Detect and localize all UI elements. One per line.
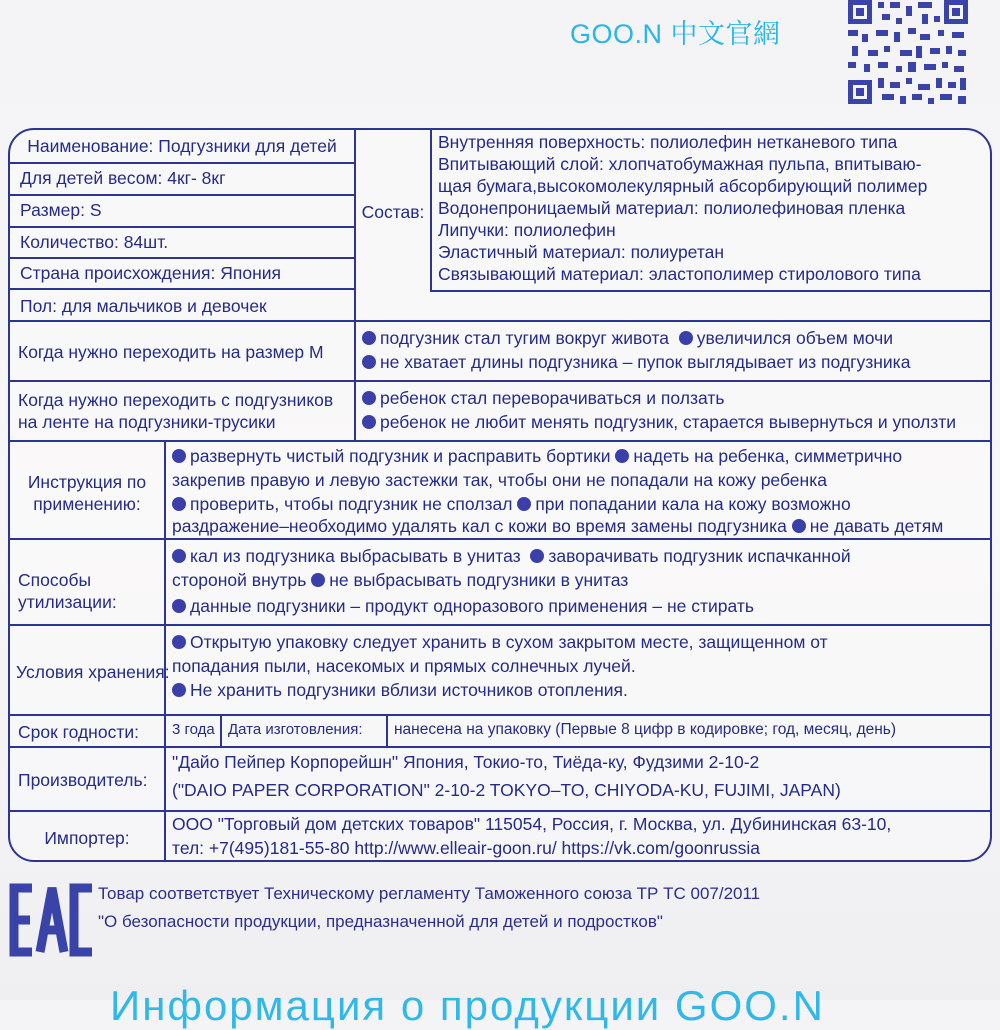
divider (10, 440, 990, 442)
bullet-icon (172, 599, 186, 613)
instructions-label: Инструкция по (27, 472, 147, 492)
divider (10, 538, 990, 540)
importer-line: тел: +7(495)181-55-80 http://www.elleair-goon.ru/ https://vk.com/goonrussia (172, 838, 760, 858)
composition-line: Водонепроницаемый материал: полиолефиновая пленка (438, 198, 906, 218)
bullet-icon (362, 355, 376, 369)
disposal-line: кал из подгузника выбрасывать в унитаз заворачивать подгузник испачканной (172, 546, 851, 566)
manufacturer-line: ("DAIO PAPER CORPORATION" 2-10-2 TOKYO–TO, CHIYODA-KU, FUJIMI, JAPAN) (172, 780, 841, 800)
origin-row: Страна происхождения: Япония (20, 263, 281, 283)
instructions-label: применению: (33, 494, 141, 514)
bullet-icon (311, 573, 325, 587)
composition-line: Впитывающий слой: хлопчатобумажная пульпа, впитываю- (438, 154, 922, 174)
divider (430, 130, 432, 292)
size-m-line: не хватает длины подгузника – пупок выглядывает из подгузника (362, 352, 910, 372)
bullet-icon (172, 683, 186, 697)
size-m-label: Когда нужно переходить на размер М (18, 342, 324, 362)
bullet-icon (792, 519, 806, 533)
manufacturer-line: "Дайо Пейпер Корпорейшн" Япония, Токио-то, Тиёда-ку, Фудзими 2-10-2 (172, 752, 760, 772)
manufacture-date-label: Дата изготовления: (228, 721, 363, 738)
divider (10, 624, 990, 626)
composition-line: Внутренняя поверхность: полиолефин нетканевого типа (438, 132, 898, 152)
composition-line: щая бумага,высокомолекулярный абсорбирующий полимер (438, 176, 928, 196)
size-row: Размер: S (20, 200, 102, 220)
gender-row: Пол: для мальчиков и девочек (20, 296, 267, 316)
composition-line: Связывающий материал: эластополимер стиролового типа (438, 264, 921, 284)
instructions-line: проверить, чтобы подгузник не сползал при попадании кала на кожу возможно (172, 494, 851, 514)
eac-mark-icon (8, 880, 98, 960)
bullet-icon (172, 635, 186, 649)
name-row: Наименование: Подгузники для детей (27, 136, 337, 156)
qr-code-icon (848, 0, 970, 108)
divider (10, 162, 354, 164)
divider (10, 194, 354, 196)
pants-line: ребенок не любит менять подгузник, старается вывернуться и уползти (362, 412, 956, 432)
bullet-icon (615, 449, 629, 463)
importer-line: ООО "Торговый дом детских товаров" 115054, Россия, г. Москва, ул. Дубининская 63-10, (172, 814, 892, 834)
shelf-life-value: 3 года (172, 721, 215, 738)
quantity-row: Количество: 84шт. (20, 232, 169, 252)
divider (354, 130, 356, 320)
disposal-label: Способы (18, 570, 92, 590)
bullet-icon (362, 391, 376, 405)
importer-label: Импортер: (44, 828, 130, 848)
storage-label: Условия хранения: (16, 662, 170, 682)
manufacture-date-value: нанесена на упаковку (Первые 8 цифр в кодировке; год, месяц, день) (394, 721, 897, 738)
composition-line: Липучки: полиолефин (438, 220, 616, 240)
storage-line: Открытую упаковку следует хранить в сухом закрытом месте, защищенном от (172, 632, 828, 652)
bullet-icon (362, 331, 376, 345)
divider (386, 714, 388, 746)
footer-regulation-line: Товар соответствует Техническому регламенту Таможенного союза ТР ТС 007/2011 (98, 884, 761, 903)
pants-label: Когда нужно переходить с подгузников (18, 390, 334, 410)
composition-line: Эластичный материал: полиуретан (438, 242, 725, 262)
weight-row: Для детей весом: 4кг- 8кг (20, 168, 226, 188)
instructions-line: закрепив правую и левую застежки так, чтобы они не попадали на кожу ребенка (172, 470, 827, 490)
divider (10, 226, 354, 228)
divider (10, 288, 354, 290)
bullet-icon (172, 549, 186, 563)
size-m-line: подгузник стал тугим вокруг живота увеличился объем мочи (362, 328, 893, 348)
divider (10, 380, 990, 382)
bullet-icon (172, 497, 186, 511)
divider (10, 320, 990, 322)
divider (430, 290, 990, 292)
disposal-line: данные подгузники – продукт одноразового применения – не стирать (172, 596, 754, 616)
bullet-icon (172, 449, 186, 463)
pants-line: ребенок стал переворачиваться и ползать (362, 388, 724, 408)
divider (164, 714, 166, 862)
disposal-line: стороной внутрь не выбрасывать подгузники в унитаз (172, 570, 629, 590)
storage-line: Не хранить подгузники вблизи источников отопления. (172, 680, 628, 700)
bullet-icon (362, 415, 376, 429)
shelf-life-label: Срок годности: (18, 722, 139, 742)
brand-link-text: GOO.N 中文官網 (570, 19, 781, 49)
product-info-panel (8, 128, 992, 862)
instructions-line: раздражение–необходимо удалять кал с кожи во время замены подгузника не давать детям (172, 516, 944, 536)
divider (10, 810, 990, 812)
bullet-icon (517, 497, 531, 511)
divider (10, 746, 990, 748)
footer-regulation-line: "О безопасности продукции, предназначенной для детей и подростков" (98, 912, 663, 931)
divider (10, 257, 354, 259)
disposal-label: утилизации: (18, 592, 117, 612)
composition-label: Состав: (361, 202, 425, 222)
bullet-icon (530, 549, 544, 563)
storage-line: попадания пыли, насекомых и прямых солнечных лучей. (172, 656, 636, 676)
divider (220, 714, 222, 746)
divider (10, 714, 990, 716)
bottom-info-heading: Информация о продукции GOO.N (110, 982, 825, 1029)
pants-label: на ленте на подгузники-трусики (18, 412, 276, 432)
instructions-line: развернуть чистый подгузник и расправить бортики надеть на ребенка, симметрично (172, 446, 902, 466)
manufacturer-label: Производитель: (18, 770, 148, 790)
bullet-icon (679, 331, 693, 345)
